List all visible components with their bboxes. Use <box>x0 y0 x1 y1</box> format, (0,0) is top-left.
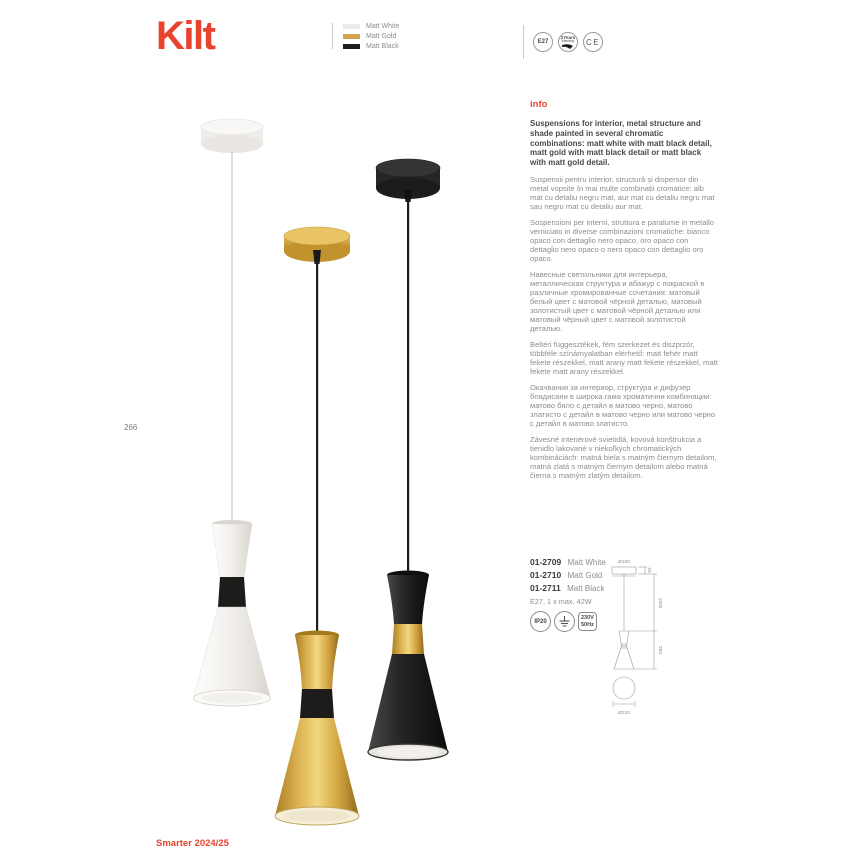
dim-shade-diameter: Ø120 <box>618 711 630 716</box>
finish-row-black <box>343 43 399 49</box>
pendant-matt-black <box>368 159 448 760</box>
product-finish: Matt Gold <box>567 571 603 580</box>
dim-cable-length: 1000 <box>657 597 662 609</box>
product-code: 01-2709 <box>530 557 562 567</box>
product-finish: Matt Black <box>567 584 605 593</box>
pendant-matt-gold <box>275 227 359 825</box>
ce-mark-icon: CE <box>583 32 603 52</box>
description-sk: Závesné interiérové svietidlá, kovová konštrukcia a tienidlo lakované v niekoľkých chromatických kombináciách: matná biela s matným čiernym detailom, matná zlatá s matným čiernym detailom alebo matná čierna s matným zlatým detailom. <box>530 434 717 481</box>
product-code: 01-2710 <box>530 570 562 580</box>
description-bg: Окачвания за интериор, структура и дифузер боядисани в широка гама хроматични комбинации: матово бяло с детайл в матово черно, матово златисто с детайл в матово черно или матово черно с детайл в матово златисто. <box>530 382 716 429</box>
pendant-matt-white <box>194 119 271 706</box>
dimension-drawing <box>601 551 671 723</box>
voltage-badge: 230V 50Hz <box>578 612 597 631</box>
description-ru: Навесные светильники для интерьера, металлическая структура и абажур с покраской в различные хромированные сочетания: матовый белый цвет с матовой чёрной деталью, матовый золотистый цвет с матовой чёрной деталью или матовый чёрный цвет с матовой золотистой деталью. <box>530 269 705 334</box>
product-photo-pendants <box>160 100 480 830</box>
ip20-icon: IP20 <box>530 611 551 632</box>
lamp-spec: E27, 1 x max. 42W <box>530 597 592 606</box>
finish-label: Matt Black <box>366 42 399 50</box>
description-en: Suspensions for interior, metal structure and shade painted in several chromatic combinations: matt white with matt black detail, matt gold with matt black detail or matt black with matt gold detail. <box>530 119 712 167</box>
finish-row-gold <box>343 33 399 39</box>
matt-white-swatch <box>343 24 360 29</box>
finish-legend <box>332 23 399 49</box>
dim-canopy-diameter: Ø100 <box>618 560 630 565</box>
finish-label: Matt White <box>366 22 400 30</box>
matt-black-swatch <box>343 44 360 49</box>
product-finish: Matt White <box>567 558 606 567</box>
warranty-icon: 2Years Warranty <box>558 32 578 52</box>
info-column <box>530 99 718 487</box>
grounding-icon <box>554 611 575 632</box>
matt-gold-swatch <box>343 34 360 39</box>
product-title: Kilt <box>156 14 215 58</box>
catalog-footer: Smarter 2024/25 <box>156 838 229 849</box>
warranty-ribbon-icon <box>562 44 574 49</box>
e27-socket-icon: E27 <box>533 32 553 52</box>
product-code: 01-2711 <box>530 583 561 593</box>
finish-label: Matt Gold <box>366 32 397 40</box>
description-ro: Suspensii pentru interior, structură și dispersor din metal vopsite în mai multe combinații cromatice: alb mat cu detaliu negru mat, aur mat cu detaliu negru mat sau negru mat cu detaliu aur mat. <box>530 174 715 212</box>
description-it: Sospensioni per interni, struttura e paralume in metallo verniciato in diverse combinazioni cromatiche: bianco opaco con dettaglio nero opaco, oro opaco con dettaglio nero opaco o nero opaco con dettaglio oro opaco. <box>530 217 715 264</box>
info-heading: info <box>530 99 548 110</box>
dim-canopy-height: 25 <box>646 567 651 573</box>
description-hu: Beltéri függesztékek, fém szerkezet és diszprzór, többféle színárnyalatban elérhető: matt fehér matt fekete részekkel, matt arany matt fekete részekkel, matt fekete matt arany részekkel. <box>530 340 718 377</box>
dim-shade-height: 260 <box>657 645 662 655</box>
certification-badges <box>523 25 603 59</box>
page-number: 266 <box>124 423 138 432</box>
finish-row-white <box>343 23 399 29</box>
